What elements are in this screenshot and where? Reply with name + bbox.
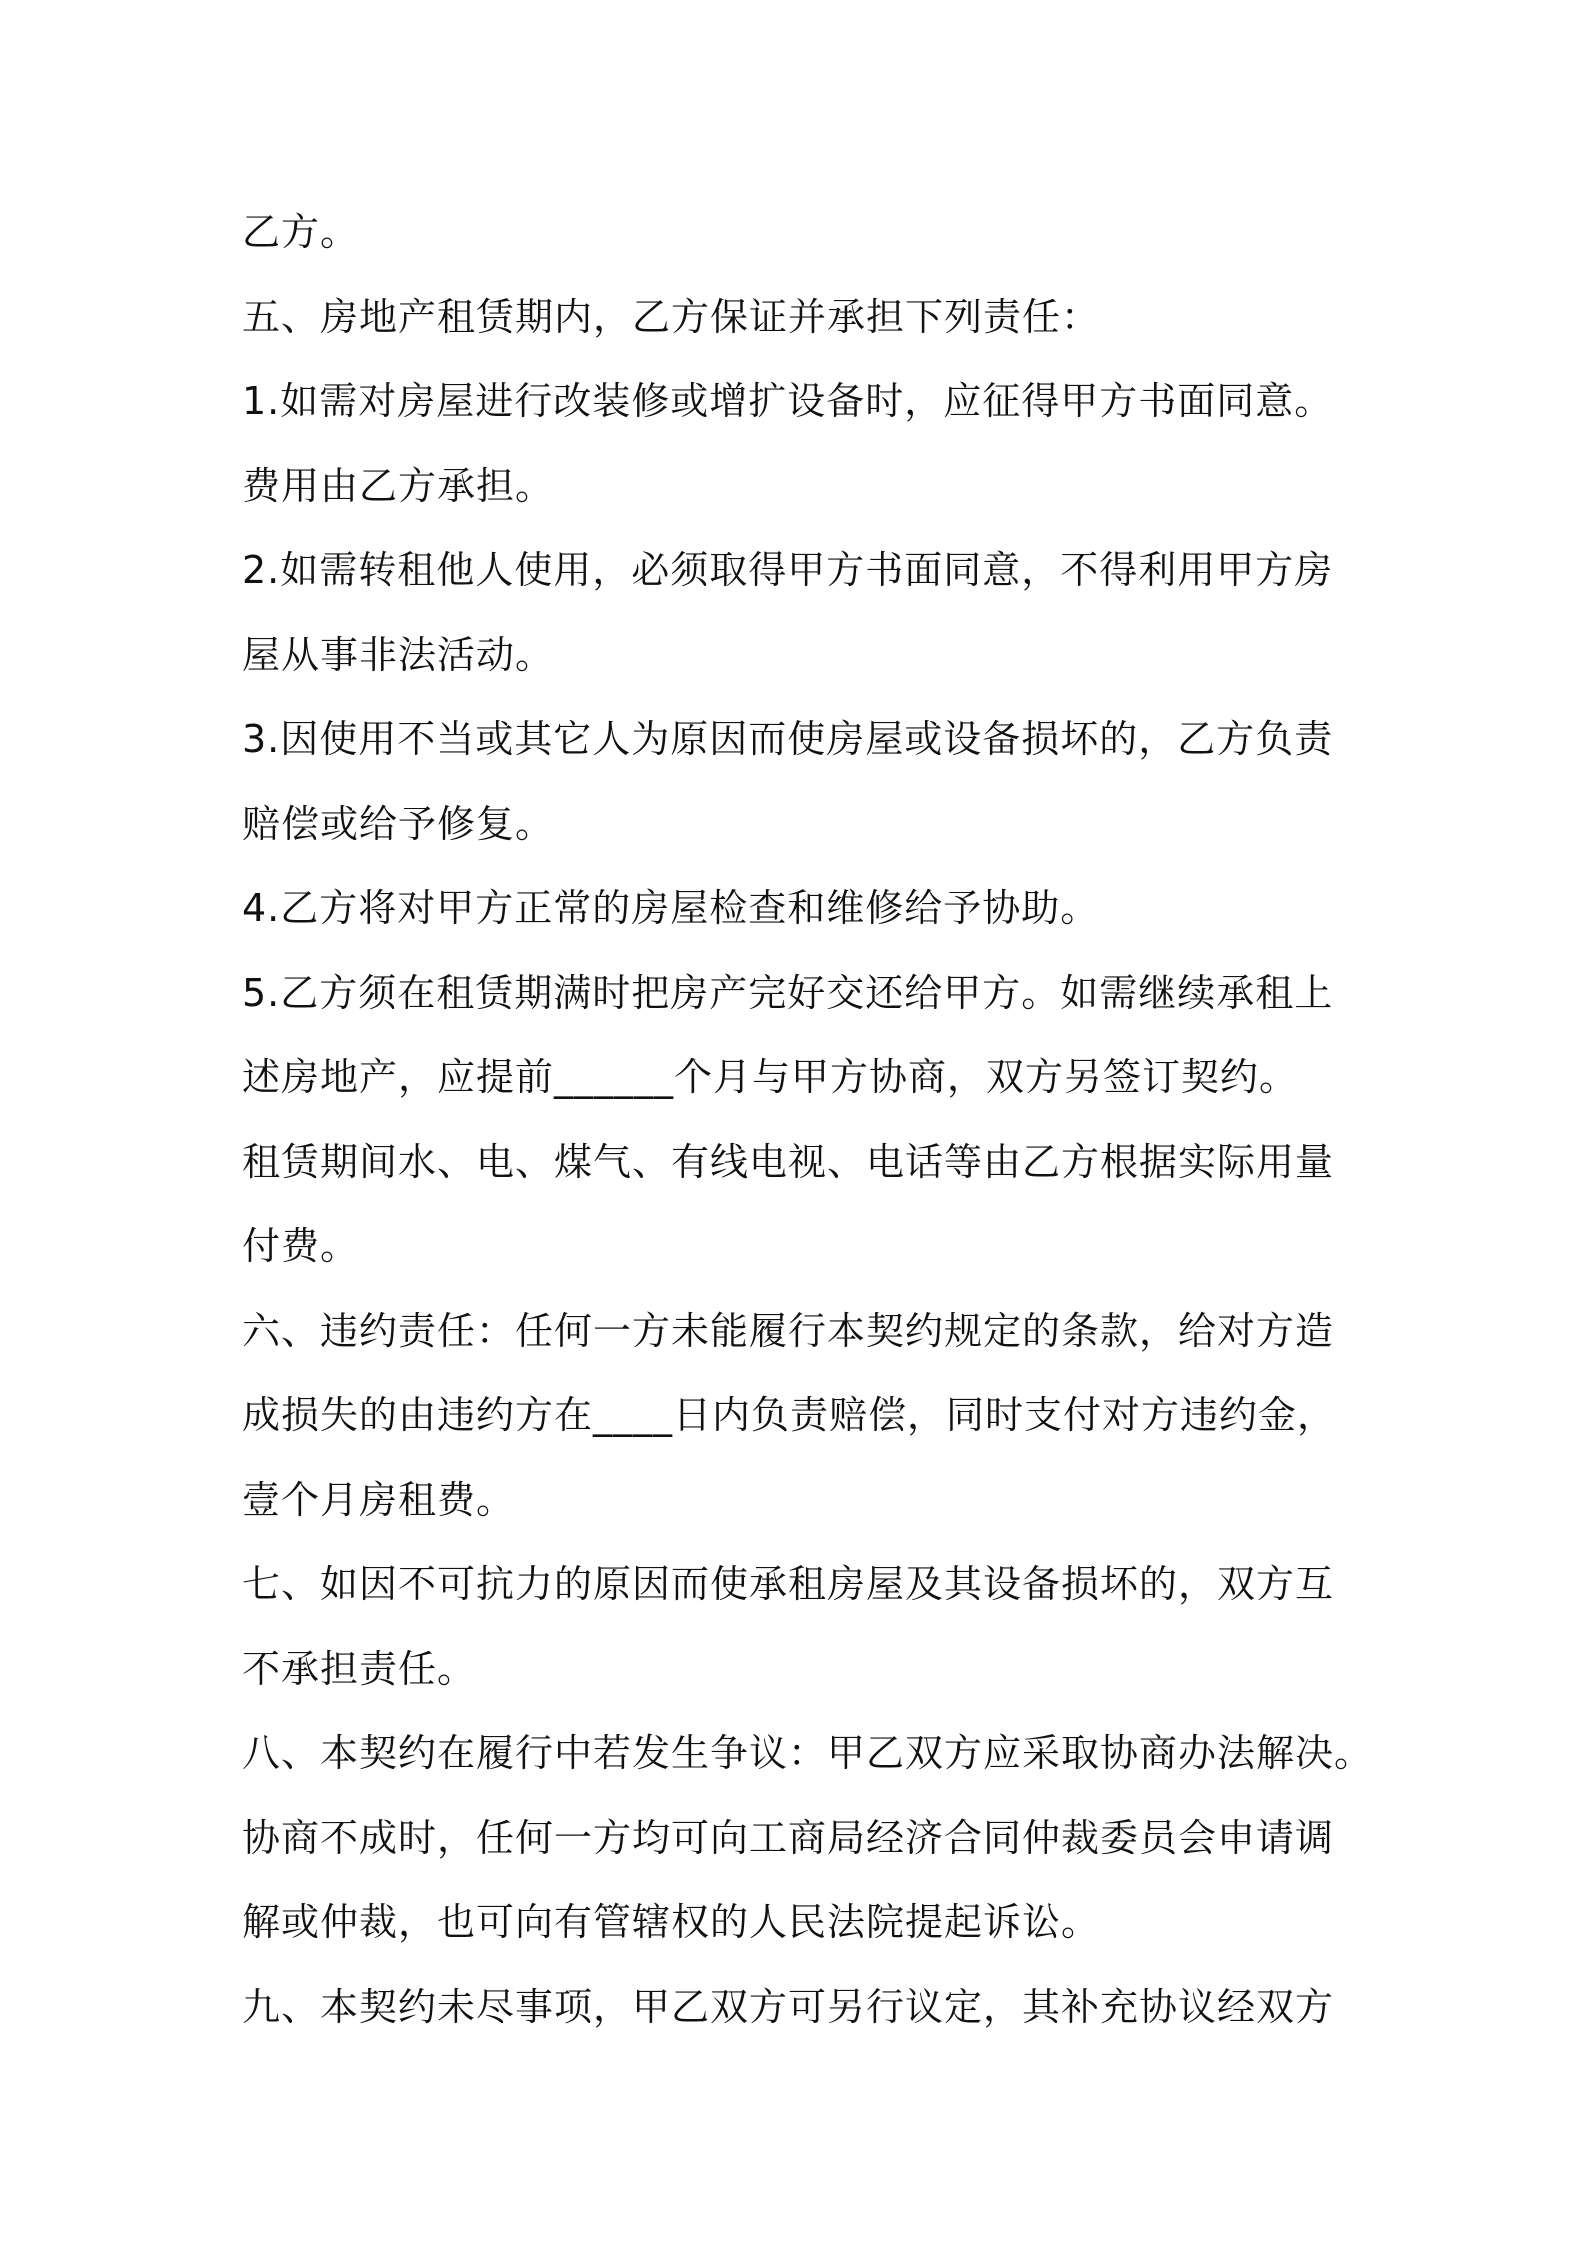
text-line: 成损失的由违约方在____日内负责赔偿，同时支付对方违约金， (242, 1393, 1337, 1437)
contract-text (242, 190, 1374, 2049)
text-line: 不承担责任。 (242, 1646, 477, 1691)
text-line: 壹个月房租费。 (242, 1477, 516, 1522)
text-line: 九、本契约未尽事项，甲乙双方可另行议定，其补充协议经双方 (242, 1984, 1335, 2029)
text-line: 协商不成时，任何一方均可向工商局经济合同仲裁委员会申请调 (242, 1815, 1335, 1860)
text-line: 费用由乙方承担。 (242, 463, 555, 508)
text-line: 赔偿或给予修复。 (242, 801, 555, 846)
text-line: 七、如因不可抗力的原因而使承租房屋及其设备损坏的，双方互 (242, 1562, 1335, 1606)
text-line: 八、本契约在履行中若发生争议：甲乙双方应采取协商办法解决。 (242, 1731, 1374, 1775)
text-line: 五、房地产租赁期内，乙方保证并承担下列责任： (242, 294, 1101, 339)
text-line: 付费。 (242, 1224, 360, 1268)
text-line: 4.乙方将对甲方正常的房屋检查和维修给予协助。 (242, 886, 1100, 930)
text-line: 1.如需对房屋进行改装修或增扩设备时，应征得甲方书面同意。 (242, 379, 1334, 423)
text-line: 屋从事非法活动。 (242, 632, 555, 677)
text-line: 述房地产，应提前______个月与甲方协商，双方另签订契约。 (242, 1055, 1299, 1099)
text-line: 六、违约责任：任何一方未能履行本契约规定的条款，给对方造 (242, 1308, 1335, 1353)
text-line: 租赁期间水、电、煤气、有线电视、电话等由乙方根据实际用量 (242, 1139, 1335, 1184)
text-line: 5.乙方须在租赁期满时把房产完好交还给甲方。如需继续承租上 (242, 970, 1334, 1015)
text-line: 3.因使用不当或其它人为原因而使房屋或设备损坏的，乙方负责 (242, 717, 1334, 761)
text-line: 乙方。 (242, 210, 360, 254)
text-line: 2.如需转租他人使用，必须取得甲方书面同意，不得利用甲方房 (242, 548, 1334, 592)
text-line: 解或仲裁，也可向有管辖权的人民法院提起诉讼。 (242, 1900, 1101, 1944)
